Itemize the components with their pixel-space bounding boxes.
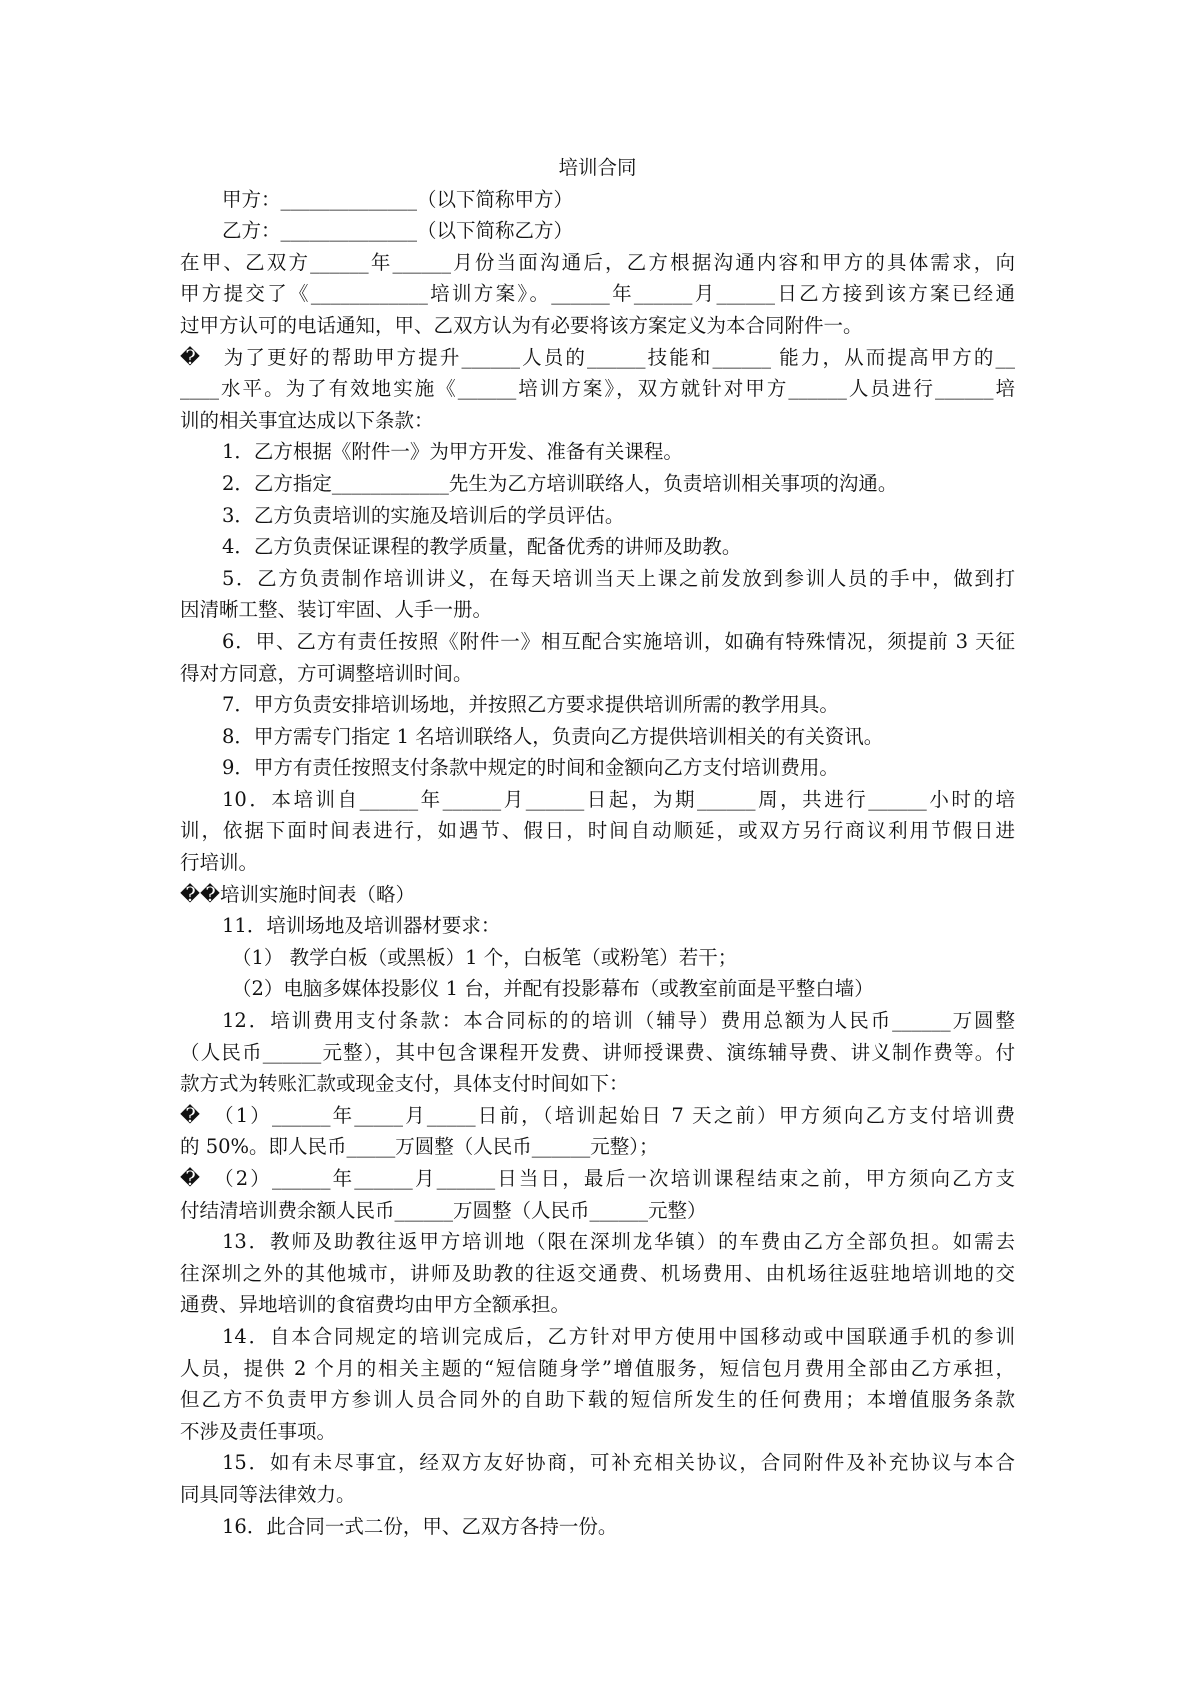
text-line: 训的相关事宜达成以下条款：	[180, 408, 434, 432]
text-line: 8．甲方需专门指定 1 名培训联络人，负责向乙方提供培训相关的有关资讯。	[222, 724, 884, 748]
text-line: 因清晰工整、装订牢固、人手一册。	[180, 598, 493, 622]
text-line: 往深圳之外的其他城市，讲师及助教的往返交通费、机场费用、由机场往返驻地培训地的交	[180, 1261, 1015, 1285]
text-line: 13．教师及助教往返甲方培训地（限在深圳龙华镇）的车费由乙方全部负担。如需去	[222, 1230, 1015, 1254]
text-line: ____水平。为了有效地实施《______培训方案》，双方就针对甲方______人员进行______培	[180, 377, 1015, 401]
text-line: 甲方提交了《____________培训方案》。______年______月______日乙方接到该方案已经通	[180, 282, 1015, 306]
text-line: 甲方：______________（以下简称甲方）	[222, 187, 574, 211]
text-line: 得对方同意，方可调整培训时间。	[180, 661, 473, 685]
text-line: 12．培训费用支付条款：本合同标的的培训（辅导）费用总额为人民币______万圆整	[222, 1009, 1015, 1033]
text-line: 11．培训场地及培训器材要求：	[222, 914, 501, 938]
text-line: 14．自本合同规定的培训完成后，乙方针对甲方使用中国移动或中国联通手机的参训	[222, 1324, 1015, 1348]
text-line: （人民币______元整），其中包含课程开发费、讲师授课费、演练辅导费、讲义制作费等。付	[180, 1040, 1015, 1064]
text-line: 15．如有未尽事宜，经双方友好协商，可补充相关协议，合同附件及补充协议与本合	[222, 1451, 1015, 1475]
text-line: 训，依据下面时间表进行，如遇节、假日，时间自动顺延，或双方另行商议利用节假日进	[180, 819, 1015, 843]
text-line: ��培训实施时间表（略）	[180, 882, 415, 906]
text-line: 5．乙方负责制作培训讲义，在每天培训当天上课之前发放到参训人员的手中，做到打	[222, 566, 1015, 590]
text-line: 1．乙方根据《附件一》为甲方开发、准备有关课程。	[222, 440, 683, 464]
text-line: 4．乙方负责保证课程的教学质量，配备优秀的讲师及助教。	[222, 535, 742, 559]
text-line: 6．甲、乙方有责任按照《附件一》相互配合实施培训，如确有特殊情况，须提前 3 天征	[222, 629, 1015, 653]
text-line: 在甲、乙双方______年______月份当面沟通后，乙方根据沟通内容和甲方的具体需求，向	[180, 250, 1015, 274]
contract-document	[180, 152, 1015, 1542]
text-line: （1） 教学白板（或黑板）1 个，白板笔（或粉笔）若干；	[232, 945, 738, 969]
text-line: 2．乙方指定____________先生为乙方培训联络人，负责培训相关事项的沟通。	[222, 471, 898, 495]
text-line: 过甲方认可的电话通知，甲、乙双方认为有必要将该方案定义为本合同附件一。	[180, 313, 863, 337]
text-line: 付结清培训费余额人民币______万圆整（人民币______元整）	[180, 1198, 707, 1222]
text-line: 款方式为转账汇款或现金支付，具体支付时间如下：	[180, 1072, 629, 1096]
text-line: 行培训。	[180, 851, 259, 875]
text-line: 16．此合同一式二份，甲、乙双方各持一份。	[222, 1514, 618, 1538]
text-line: 通费、异地培训的食宿费均由甲方全额承担。	[180, 1293, 571, 1317]
text-line: 9．甲方有责任按照支付条款中规定的时间和金额向乙方支付培训费用。	[222, 756, 839, 780]
document-title: 培训合同	[558, 156, 637, 179]
text-line: 7．甲方负责安排培训场地，并按照乙方要求提供培训所需的教学用具。	[222, 693, 839, 717]
text-line: 人员，提供 2 个月的相关主题的“短信随身学”增值服务，短信包月费用全部由乙方承担，	[180, 1356, 1015, 1380]
text-line: � （2）______年______月______日当日，最后一次培训课程结束之前，甲方须向乙方支	[180, 1167, 1015, 1190]
text-line: � 为了更好的帮助甲方提升______人员的______技能和______ 能力，从而提高甲方的__	[180, 345, 1015, 369]
text-line: 不涉及责任事项。	[180, 1419, 337, 1443]
text-line: 3．乙方负责培训的实施及培训后的学员评估。	[222, 503, 625, 527]
text-line: 10．本培训自______年______月______日起，为期______周，共进行______小时的培	[222, 787, 1015, 811]
text-line: 的 50%。即人民币_____万圆整（人民币______元整）；	[180, 1135, 659, 1159]
text-line: 但乙方不负责甲方参训人员合同外的自助下载的短信所发生的任何费用；本增值服务条款	[180, 1388, 1015, 1412]
text-line: � （1）______年_____月_____日前，（培训起始日 7 天之前）甲方须向乙方支付培训费	[180, 1103, 1015, 1127]
text-line: （2）电脑多媒体投影仪 1 台，并配有投影幕布（或教室前面是平整白墙）	[232, 977, 874, 1001]
text-line: 乙方：______________（以下简称乙方）	[222, 219, 574, 243]
text-line: 同具同等法律效力。	[180, 1482, 356, 1506]
